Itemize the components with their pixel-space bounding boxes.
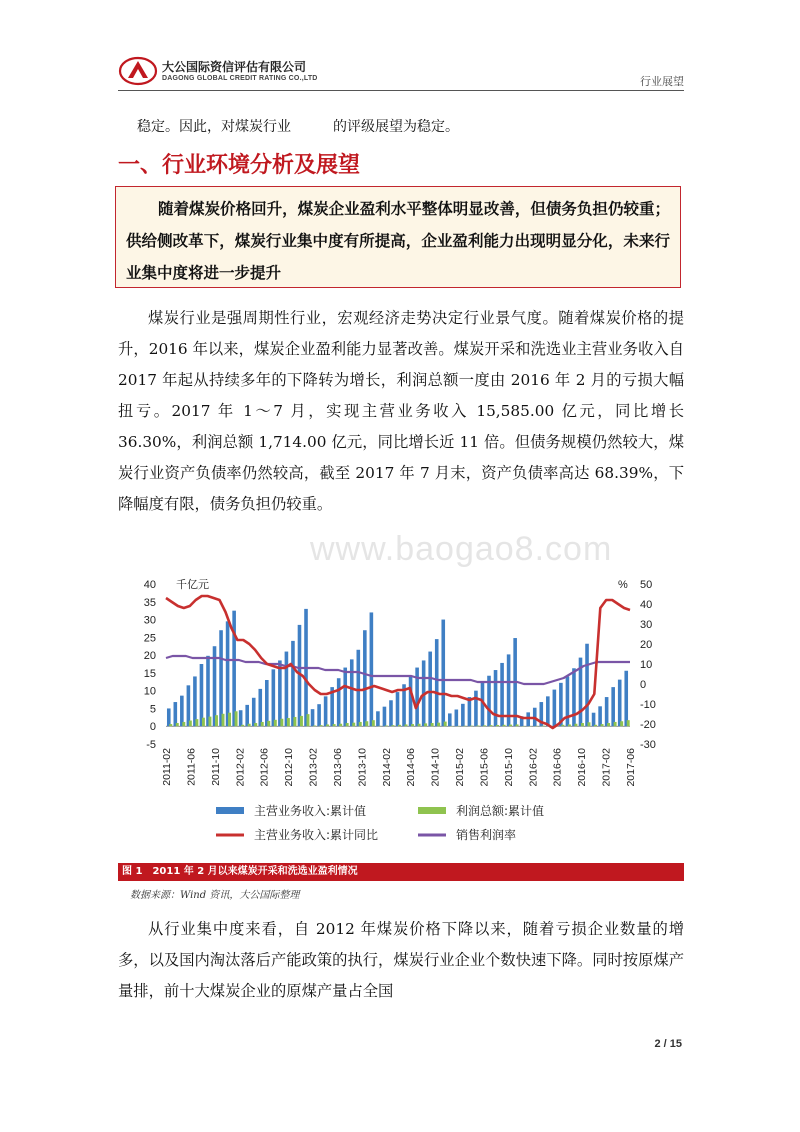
right-axis-tick: 10	[640, 659, 653, 671]
summary-box	[115, 186, 681, 288]
left-unit-label: 千亿元	[176, 578, 209, 591]
profit-bar	[365, 721, 368, 726]
revenue-bar	[474, 691, 478, 727]
revenue-bar	[455, 710, 459, 727]
left-axis-tick: 25	[143, 632, 156, 645]
profit-bar	[293, 717, 296, 726]
revenue-bar	[239, 710, 243, 726]
profit-bar	[267, 721, 270, 726]
legend-revenue-label: 主营业务收入:累计值	[254, 804, 367, 818]
right-unit-label: %	[618, 579, 628, 591]
revenue-bar	[487, 676, 491, 726]
profit-bar	[516, 724, 519, 726]
revenue-bar	[546, 696, 550, 726]
revenue-bar	[461, 704, 465, 726]
data-source: 数据来源：Wind 资讯，大公国际整理	[130, 890, 300, 901]
legend-revenue-swatch	[216, 807, 244, 814]
profit-bar	[359, 722, 362, 726]
profit-bar	[189, 721, 192, 727]
section-title: 一、行业环境分析及展望	[118, 153, 361, 178]
x-tick-label: 2013-02	[307, 748, 320, 787]
revenue-bar	[252, 698, 256, 726]
revenue-bar	[592, 713, 596, 727]
revenue-bar	[376, 711, 380, 726]
profit-bar	[326, 724, 329, 726]
right-axis-tick: 30	[640, 619, 653, 631]
revenue-bar	[585, 644, 589, 726]
revenue-bar	[174, 702, 178, 726]
header-section-label: 行业展望	[640, 75, 684, 88]
right-axis-tick: -20	[640, 719, 656, 731]
profit-bar	[339, 724, 342, 726]
profit-bar	[561, 725, 564, 726]
revenue-bar	[272, 669, 276, 726]
profit-bar	[437, 723, 440, 727]
revenue-bar	[258, 689, 262, 726]
left-axis-tick: 20	[143, 650, 156, 663]
body-paragraph-2: 从行业集中度来看，自 2012 年煤炭价格下降以来，随着亏损企业数量的增多，以及国内淘汰落后产能政策的执行，煤炭行业企业个数快速下降。同时按原煤产量排，前十大煤炭企业的原煤产量占全国	[118, 920, 684, 1000]
profit-bar	[320, 725, 323, 726]
revenue-bar	[572, 668, 576, 726]
profit-bar	[215, 715, 218, 726]
revenue-bar	[370, 612, 374, 726]
left-axis-tick: 5	[149, 703, 156, 716]
x-tick-label: 2011-06	[185, 748, 198, 786]
profit-bar	[176, 723, 179, 726]
profit-bar	[444, 722, 447, 727]
x-tick-label: 2013-06	[331, 748, 344, 787]
profit-bar	[405, 724, 408, 726]
revenue-bar	[448, 713, 452, 726]
profit-bar	[352, 723, 355, 727]
revenue-bar	[409, 676, 413, 726]
profit-bar	[248, 724, 251, 726]
revenue-bar	[553, 690, 557, 727]
profit-bar	[607, 723, 610, 726]
revenue-bar	[389, 700, 393, 726]
revenue-bar	[363, 630, 367, 726]
right-axis-tick: -30	[640, 739, 656, 751]
legend-margin-label: 销售利润率	[456, 828, 517, 842]
watermark: www.baogao8.com	[310, 530, 613, 568]
revenue-bar	[180, 696, 184, 727]
revenue-bar	[291, 641, 295, 726]
profit-bar	[280, 719, 283, 726]
profit-bar	[346, 723, 349, 726]
revenue-bar	[245, 705, 249, 726]
profit-bar	[313, 726, 316, 727]
revenue-bar	[350, 659, 354, 726]
x-tick-label: 2015-10	[502, 748, 515, 787]
profit-bar	[261, 722, 264, 726]
revenue-bar	[187, 685, 191, 726]
x-tick-label: 2013-10	[356, 748, 369, 787]
revenue-bar	[605, 697, 609, 726]
revenue-bar	[285, 652, 289, 727]
profit-bar	[222, 714, 225, 726]
chart-svg	[118, 568, 684, 858]
profit-bar	[627, 720, 630, 726]
profit-bar	[424, 723, 427, 726]
revenue-bar	[206, 656, 210, 726]
right-axis-tick: -10	[640, 699, 656, 711]
left-axis-tick: 0	[149, 721, 156, 734]
revenue-bar	[200, 664, 204, 726]
profit-bar	[620, 721, 623, 726]
revenue-bar	[232, 611, 236, 727]
x-tick-label: 2012-02	[234, 748, 247, 787]
legend-profit-label: 利润总额:累计值	[456, 804, 545, 818]
legend-yoy-label: 主营业务收入:累计同比	[254, 828, 379, 842]
left-axis-tick: 30	[143, 614, 156, 627]
brand-name-cn: 大公国际资信评估有限公司	[162, 60, 307, 74]
right-axis-tick: 0	[640, 679, 647, 691]
x-tick-label: 2016-02	[527, 748, 540, 787]
left-axis-tick: 15	[143, 667, 156, 680]
profit-bar	[483, 725, 486, 726]
profit-bar	[614, 722, 617, 726]
profit-bar	[594, 725, 597, 726]
x-tick-label: 2017-06	[625, 748, 637, 787]
profit-bar	[431, 723, 434, 726]
profit-bar	[568, 724, 571, 726]
profit-bar	[476, 726, 479, 727]
profit-bar	[169, 724, 172, 726]
x-tick-label: 2012-06	[258, 748, 271, 787]
profit-bar	[274, 720, 277, 726]
left-axis-tick: 40	[143, 579, 156, 591]
profit-bar	[182, 722, 185, 726]
body-paragraph-1: 煤炭行业是强周期性行业，宏观经济走势决定行业景气度。随着煤炭价格的提升，2016 年以来，煤炭企业盈利能力显著改善。煤炭开采和洗选业主营业务收入自 2017 年起从持续多年的下降转为增长，利润总额一度由 2016 年 2 月的亏损大幅扭亏。2017 年 1～7 月，实现主营业务收入 15,585.00 亿元，同比增长 36.30%，利润总额 1,714.00 亿元，同比增长近 11 倍。但债务规模仍然较大，煤炭行业资产负债率仍然较高，截至 2017 年 7 月末，资产负债率高达 68.39%，下降幅度有限，债务负担仍较重。	[118, 309, 684, 513]
revenue-bar	[343, 668, 347, 727]
profit-bar	[418, 724, 421, 726]
revenue-bar	[468, 697, 472, 726]
legend-profit-swatch	[418, 807, 446, 814]
revenue-bar	[265, 680, 269, 726]
profit-bar	[574, 724, 577, 726]
revenue-bar	[219, 630, 223, 726]
x-tick-label: 2015-02	[454, 748, 467, 787]
profit-bar	[300, 716, 303, 726]
profit-bar	[195, 719, 198, 726]
profit-bar	[391, 725, 394, 726]
profit-bar	[228, 713, 231, 727]
intro-text: 稳定。因此，对煤炭行业 的评级展望为稳定。	[137, 119, 459, 135]
profit-bar	[385, 726, 388, 727]
revenue-bar	[383, 707, 387, 727]
revenue-bar	[435, 639, 439, 726]
x-tick-label: 2015-06	[478, 748, 491, 787]
page-header	[118, 56, 684, 91]
profit-bar	[489, 725, 492, 726]
revenue-bar	[317, 704, 321, 726]
revenue-bar	[611, 687, 615, 726]
revenue-bar	[441, 620, 445, 727]
x-tick-label: 2014-06	[405, 748, 418, 787]
profit-bar	[254, 723, 257, 726]
profit-bar	[208, 717, 211, 727]
revenue-bar	[337, 678, 341, 726]
figure-caption: 图 1 2011 年 2 月以来煤炭开采和洗选业盈利情况	[118, 863, 684, 881]
profit-bar	[581, 723, 584, 726]
profit-bar	[601, 724, 604, 726]
revenue-bar	[396, 692, 400, 726]
revenue-bar	[357, 650, 361, 726]
left-axis-tick: 35	[143, 596, 156, 609]
revenue-bar	[324, 696, 328, 726]
right-axis-tick: 50	[640, 579, 653, 591]
revenue-bar	[494, 670, 498, 726]
x-tick-label: 2017-02	[600, 748, 613, 787]
x-tick-label: 2012-10	[283, 748, 296, 787]
profit-bar	[542, 726, 545, 727]
x-tick-label: 2011-02	[161, 748, 173, 786]
profit-bar	[235, 711, 238, 726]
x-tick-label: 2014-02	[380, 748, 393, 787]
summary-text: 随着煤炭价格回升，煤炭企业盈利水平整体明显改善，但债务负担仍较重；供给侧改革下，煤炭行业集中度有所提高，企业盈利能力出现明显分化，未来行业集中度将进一步提升	[126, 199, 670, 282]
profit-bar	[470, 726, 473, 727]
revenue-bar	[311, 709, 315, 726]
profit-bar	[287, 718, 290, 726]
revenue-bar	[167, 708, 171, 726]
x-tick-label: 2011-10	[209, 748, 222, 786]
revenue-bar	[618, 680, 622, 727]
revenue-bar	[278, 660, 282, 726]
left-axis-tick: 10	[143, 685, 156, 698]
dagong-logo-icon	[118, 56, 158, 86]
profit-bar	[333, 724, 336, 726]
profit-bar	[503, 725, 506, 726]
x-tick-label: 2016-06	[551, 748, 564, 787]
profit-bar	[509, 725, 512, 727]
profit-bar	[398, 725, 401, 726]
profit-chart	[118, 568, 684, 858]
profit-bar	[372, 720, 375, 726]
profit-bar	[411, 724, 414, 726]
right-axis-tick: 40	[640, 599, 653, 611]
x-tick-label: 2014-10	[429, 748, 442, 787]
revenue-bar	[193, 676, 197, 726]
revenue-bar	[428, 652, 432, 727]
revenue-bar	[624, 671, 628, 726]
revenue-bar	[598, 706, 602, 726]
brand-name-en: DAGONG GLOBAL CREDIT RATING CO.,LTD	[162, 75, 318, 82]
x-tick-label: 2016-10	[576, 748, 589, 787]
left-axis-tick: -5	[146, 739, 156, 751]
profit-bar	[588, 722, 591, 726]
page-number: 2 / 15	[654, 1038, 682, 1050]
revenue-bar	[226, 621, 230, 726]
profit-bar	[202, 718, 205, 727]
profit-bar	[307, 714, 310, 726]
right-axis-tick: 20	[640, 639, 653, 651]
profit-bar	[496, 725, 499, 726]
profit-bar	[241, 725, 244, 726]
